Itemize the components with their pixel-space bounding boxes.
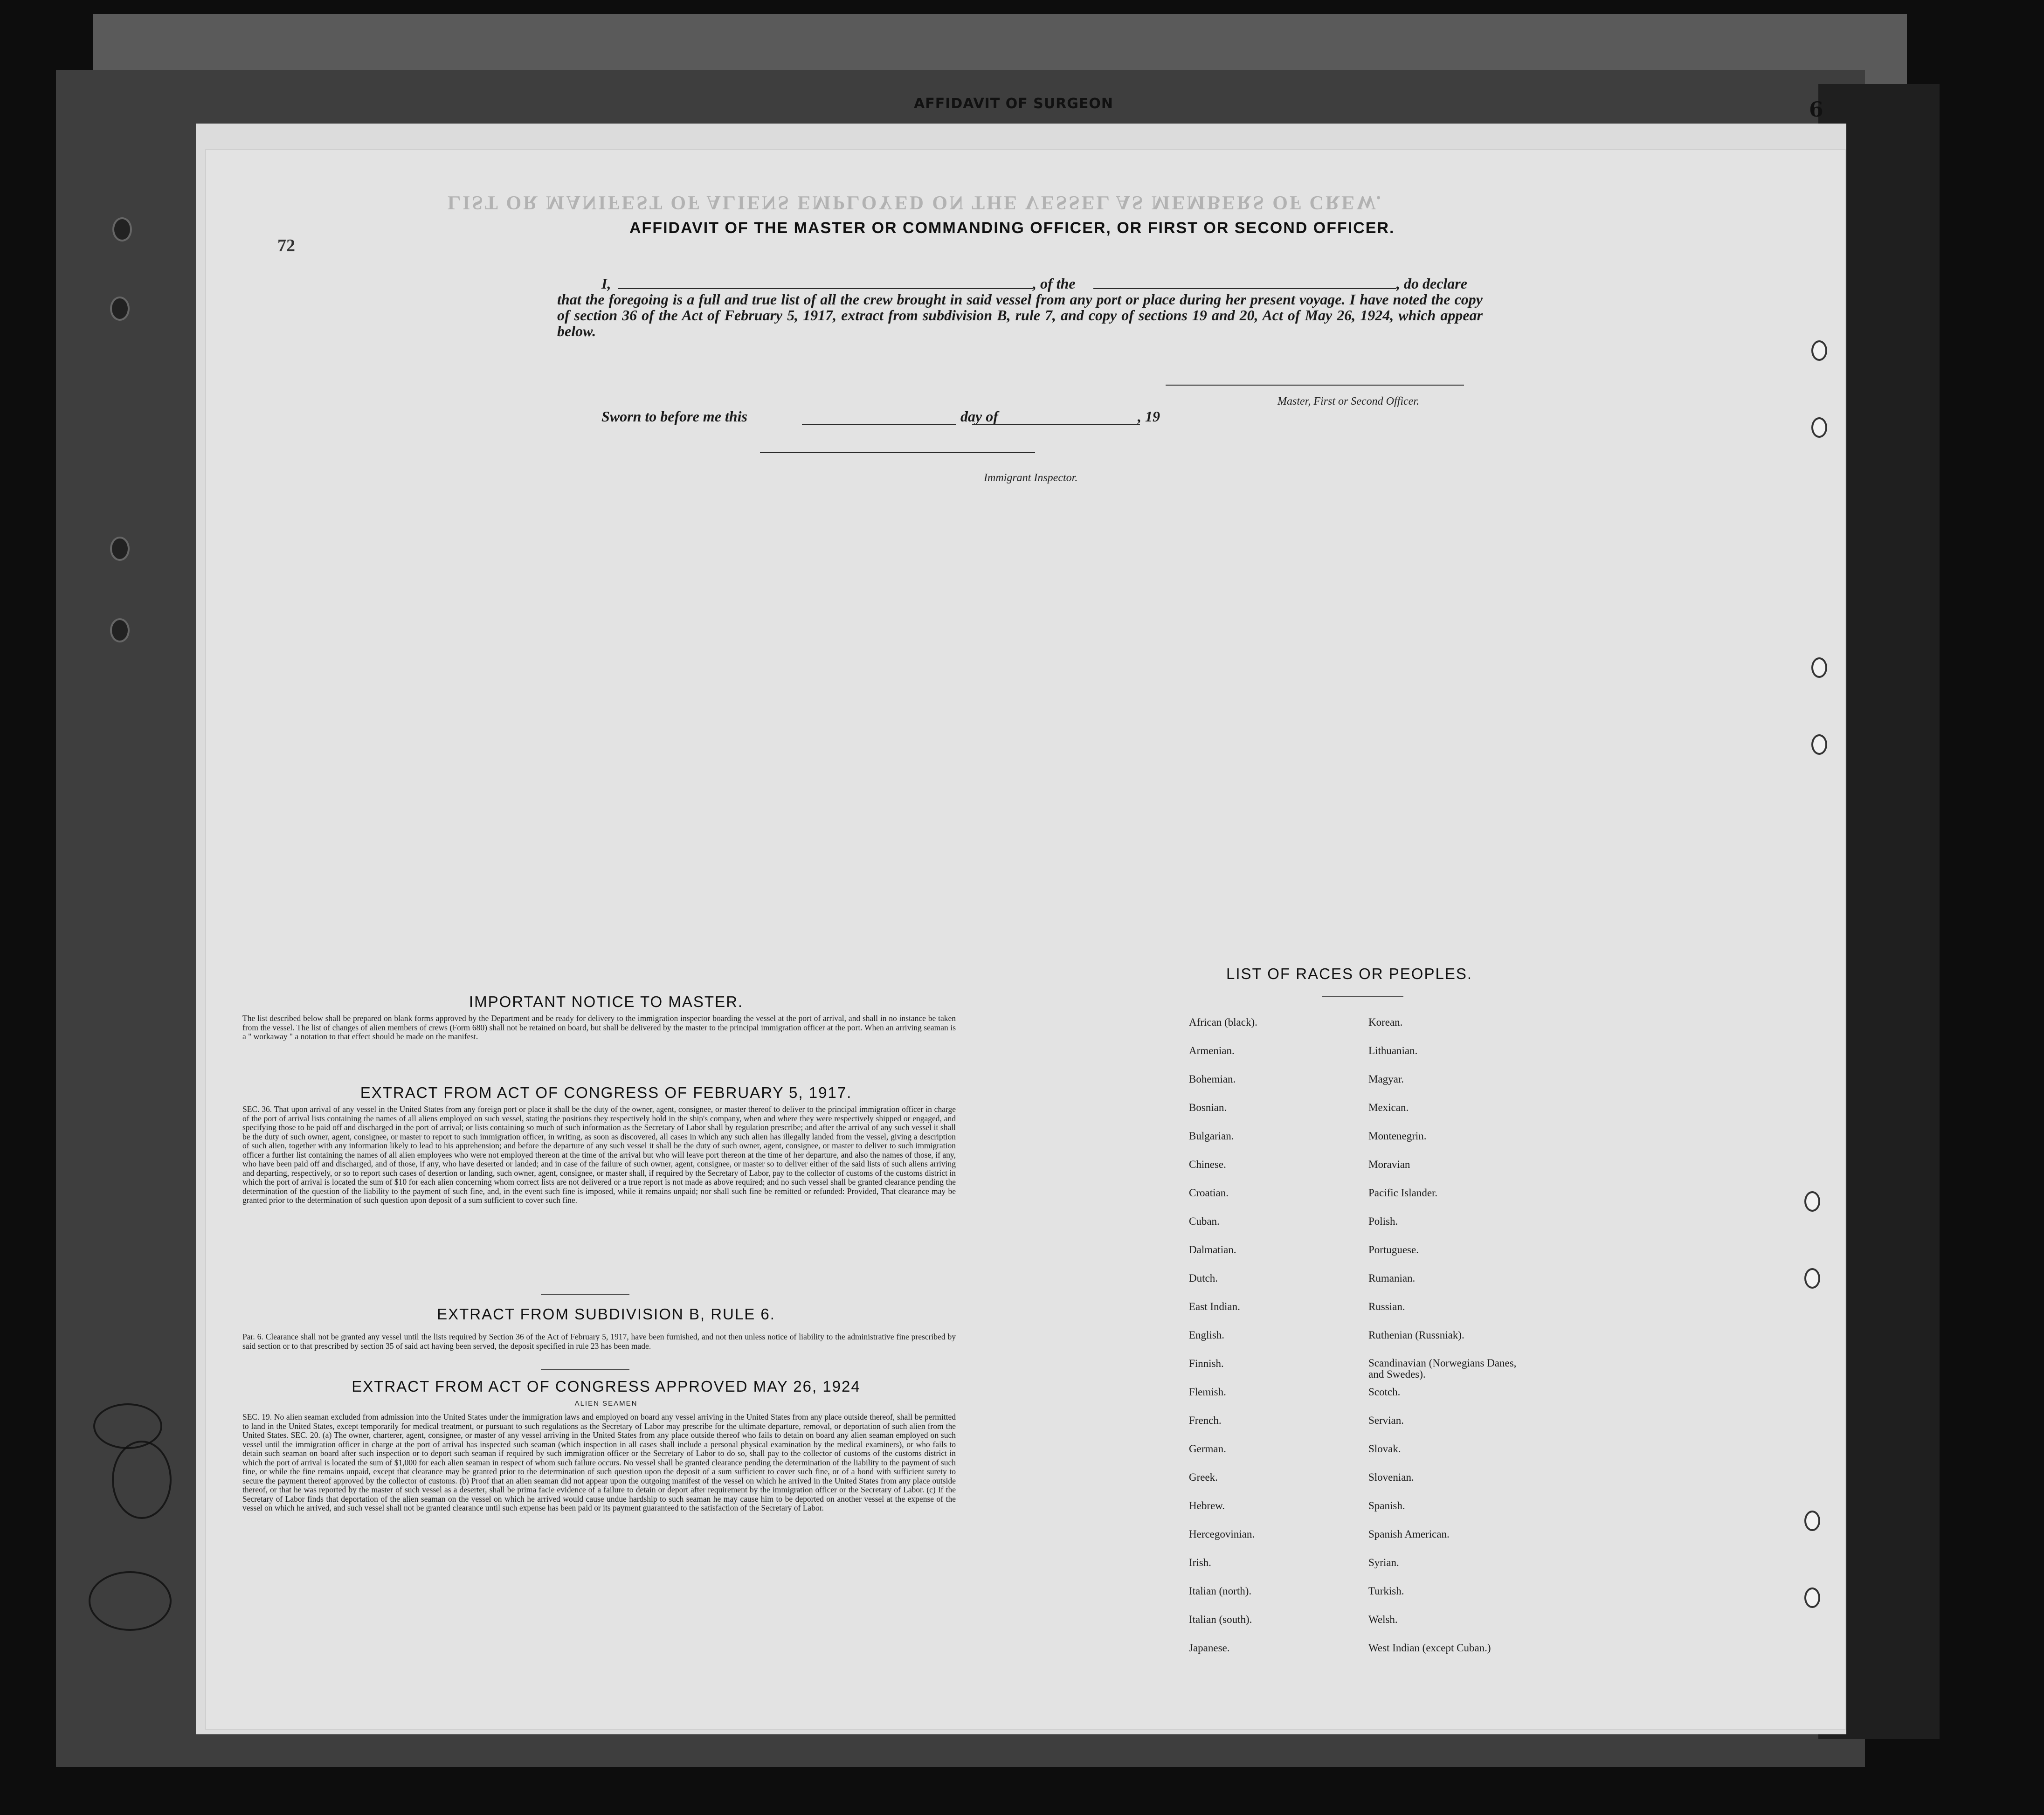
declarant-prefix: I,: [601, 275, 611, 292]
race-item: English.: [1189, 1329, 1225, 1341]
race-item: Dalmatian.: [1189, 1244, 1236, 1256]
sworn-text: Sworn to before me this: [601, 408, 747, 425]
race-item: Ruthenian (Russniak).: [1368, 1329, 1464, 1341]
race-item: Welsh.: [1368, 1614, 1398, 1625]
binder-ring: [1804, 1587, 1820, 1608]
race-item: German.: [1189, 1443, 1226, 1455]
punch-hole: [114, 219, 130, 240]
race-item: Scandinavian (Norwegians Danes, and Swedes).: [1368, 1357, 1517, 1380]
extract2-title: EXTRACT FROM SUBDIVISION B, RULE 6.: [437, 1305, 775, 1323]
race-item: Rumanian.: [1368, 1272, 1416, 1284]
race-item: Croatian.: [1189, 1187, 1229, 1199]
race-item: French.: [1189, 1415, 1222, 1426]
punch-hole: [112, 620, 128, 641]
margin-scribble: [112, 1441, 172, 1519]
race-item: Irish.: [1189, 1557, 1211, 1568]
binder-ring: [1804, 1511, 1820, 1531]
race-item: Turkish.: [1368, 1585, 1404, 1597]
binder-ring: [1811, 417, 1827, 438]
extract3-subtitle: ALIEN SEAMEN: [574, 1400, 638, 1408]
race-item: Spanish American.: [1368, 1528, 1450, 1540]
race-item: Moravian: [1368, 1159, 1410, 1170]
race-item: West Indian (except Cuban.): [1368, 1642, 1491, 1654]
sworn-month-field[interactable]: [972, 408, 1140, 425]
race-item: Flemish.: [1189, 1386, 1226, 1398]
inspector-signature-line[interactable]: [760, 448, 1035, 453]
extract3-body: SEC. 19. No alien seaman excluded from admission into the United States under the immigration laws and employed on board any vessel arriving in the United States from any place outside thereof, shall be permitted to land in the United States, except temporarily for medical treatment, or pursuant to such regulations as the Secretary of Labor may prescribe for the ultimate departure, removal, or deportation of such alien from the United States. SEC. 20. (a) The owner, charterer, agent, consignee, or master of any vessel arriving in the United States from any place outside thereof who fails to detain on board any alien seaman employed on such vessel until the immigration officer in charge at the port of arrival has inspected such seaman (which inspection in all cases shall include a personal physical examination by the medical examiners), or who fails to detain such seaman on board after such inspection or to deport such seaman if required by such immigration officer or the Secretary of Labor to do so, shall pay to the collector of customs of the customs district in which the port of arrival is located the sum of $1,000 for each alien seaman in respect of whom such failure occurs. No vessel shall be granted clearance pending the determination of the liability to the payment of such fine, or while the fine remains unpaid, except that clearance may be granted prior to the determination of such question upon the deposit of a sum sufficient to cover such fine, or of a bond with sufficient surety to secure the payment thereof approved by the collector of customs. (b) Proof that an alien seaman did not appear upon the outgoing manifest of the vessel on which he arrived in the United States from any place outside thereof, or that he was reported by the master of such vessel as a deserter, shall be prima facie evidence of a failure to detain or deport after requirement by the immigration officer or the Secretary of Labor. (c) If the Secretary of Labor finds that deportation of the alien seaman on the vessel on which he arrived would cause undue hardship to such seaman he may cause him to be deported on another vessel at the expense of the vessel on which he arrived, and such vessel shall not be granted clearance until such expense has been paid or its payment guaranteed to the satisfaction of the Secretary of Labor.: [242, 1412, 956, 1512]
bleed-through-text: LIST OR MANIFEST OF ALIENS EMPLOYED ON THE VESSEL AS MEMBERS OF CREW.: [448, 192, 1383, 213]
race-item: African (black).: [1189, 1016, 1257, 1028]
race-item: Pacific Islander.: [1368, 1187, 1438, 1199]
race-item: Hebrew.: [1189, 1500, 1225, 1511]
binder-ring: [1811, 657, 1827, 678]
extract1-body: SEC. 36. That upon arrival of any vessel in the United States from any foreign port or place it shall be the duty of the owner, agent, consignee, or master thereof to deliver to the principal immigration officer in charge of the port of arrival lists containing the names of all aliens employed on such vessel, stating the positions they respectively hold in the ship's company, when and where they were respectively shipped or engaged, and specifying those to be paid off and discharged in the port of arrival; or lists containing so much of such information as the Secretary of Labor shall by regulation prescribe; and after the arrival of any such vessel it shall be the duty of such owner, agent, consignee, or master to report to such immigration officer, in writing, as soon as discovered, all cases in which any such alien has illegally landed from the vessel, giving a description of such alien, together with any information likely to lead to his apprehension; and before the departure of any such vessel it shall be the duty of such owner, agent, consignee, or master to deliver to such immigration officer a further list containing the names of all alien employees who were not employed thereon at the time of the arrival but who will leave port thereon at the time of her departure, and also the names of those, if any, who have been paid off and discharged, and of those, if any, who have deserted or landed; and in case of the failure of such owner, agent, consignee, or master so to deliver either of the said lists of such aliens arriving and departing, respectively, or so to report such cases of desertion or landing, such owner, agent, consignee, or master shall, if required by the Secretary of Labor, pay to the collector of customs of the customs district in which the port of arrival is located the sum of $10 for each alien concerning whom correct lists are not delivered or a true report is not made as above required; and no such vessel shall be granted clearance pending the determination of the question of the liability to the payment of such fine, and, in the event such fine is imposed, while it remains unpaid; nor shall such fine be remitted or refunded: Provided, That clearance may be granted prior to the determination of such question upon deposit of a sum sufficient to cover such fine.: [242, 1104, 956, 1205]
race-item: Servian.: [1368, 1415, 1404, 1426]
race-item: Mexican.: [1368, 1102, 1409, 1113]
race-item: Bulgarian.: [1189, 1130, 1234, 1142]
corner-number: 72: [277, 236, 295, 255]
folio-mark: 6: [1809, 98, 1823, 122]
races-title: LIST OF RACES OR PEOPLES.: [1226, 965, 1473, 982]
declare-text: , do declare: [1396, 275, 1467, 292]
of-the-text: , of the: [1033, 275, 1076, 292]
race-item: Slovak.: [1368, 1443, 1401, 1455]
race-item: Dutch.: [1189, 1272, 1218, 1284]
race-item: Greek.: [1189, 1471, 1218, 1483]
race-item: Bosnian.: [1189, 1102, 1227, 1113]
extract3-title: EXTRACT FROM ACT OF CONGRESS APPROVED MAY 26, 1924: [352, 1378, 861, 1395]
extract1-title: EXTRACT FROM ACT OF CONGRESS OF FEBRUARY 5, 1917.: [360, 1084, 852, 1101]
declarant-name-field[interactable]: [618, 275, 1033, 289]
race-item: Slovenian.: [1368, 1471, 1414, 1483]
race-item: Scotch.: [1368, 1386, 1401, 1398]
race-item: Lithuanian.: [1368, 1045, 1418, 1056]
year-text: , 19: [1138, 408, 1160, 425]
race-item: Syrian.: [1368, 1557, 1399, 1568]
races-divider: [1322, 996, 1403, 997]
margin-scribble: [89, 1571, 172, 1631]
binder-ring: [1811, 340, 1827, 361]
race-item: Italian (north).: [1189, 1585, 1252, 1597]
inspector-signature-label: Immigrant Inspector.: [984, 472, 1078, 484]
race-item: Japanese.: [1189, 1642, 1230, 1654]
race-item: Russian.: [1368, 1301, 1405, 1312]
race-item: Cuban.: [1189, 1215, 1220, 1227]
race-item: Montenegrin.: [1368, 1130, 1427, 1142]
vessel-name-field[interactable]: [1093, 275, 1396, 289]
margin-scribble: [93, 1403, 162, 1449]
binder-ring: [1804, 1268, 1820, 1289]
section-divider: [541, 1294, 629, 1295]
affidavit-paragraph: that the foregoing is a full and true list of all the crew brought in said vessel from any port or place during her present voyage. I have noted the copy of section 36 of the Act of February 5, 1917, extract from subdivision B, rule 7, and copy of sections 19 and 20, Act of May 26, 1924, which appear below.: [557, 291, 1483, 339]
race-item: Armenian.: [1189, 1045, 1235, 1056]
punch-hole: [112, 298, 128, 319]
race-item: Polish.: [1368, 1215, 1398, 1227]
master-signature-label: Master, First or Second Officer.: [1278, 395, 1419, 407]
binder-ring: [1804, 1191, 1820, 1212]
race-item: Portuguese.: [1368, 1244, 1419, 1256]
race-item: Finnish.: [1189, 1358, 1224, 1369]
master-signature-line[interactable]: [1166, 380, 1464, 386]
section-divider: [541, 1369, 629, 1370]
extract2-body: Par. 6. Clearance shall not be granted any vessel until the lists required by Section 36 of the Act of February 5, 1917, have been furnished, and not then unless notice of liability to the administrative fine prescribed by said section or to that prescribed by section 35 of said act having been served, the deposit specified in rule 23 has been made.: [242, 1332, 956, 1351]
sworn-day-field[interactable]: [802, 408, 956, 425]
day-of-text: day of: [960, 408, 998, 425]
race-item: Hercegovinian.: [1189, 1528, 1255, 1540]
race-item: Korean.: [1368, 1016, 1403, 1028]
affidavit-title: AFFIDAVIT OF THE MASTER OR COMMANDING OFFICER, OR FIRST OR SECOND OFFICER.: [629, 219, 1395, 237]
notice-body: The list described below shall be prepared on blank forms approved by the Department and be ready for delivery to the immigration inspector boarding the vessel at the port of arrival, and shall in no instance be taken from the vessel. The list of changes of alien members of crews (Form 680) shall not be retained on board, but shall be delivered by the master to the principal immigration officer at the port. When an arriving seaman is a " workaway " a notation to that effect should be made on the manifest.: [242, 1014, 956, 1041]
race-item: Bohemian.: [1189, 1073, 1236, 1085]
race-item: East Indian.: [1189, 1301, 1240, 1312]
race-item: Chinese.: [1189, 1159, 1226, 1170]
punch-hole: [112, 538, 128, 559]
binder-ring: [1811, 734, 1827, 755]
race-item: Italian (south).: [1189, 1614, 1252, 1625]
race-item: Magyar.: [1368, 1073, 1404, 1085]
race-item: Spanish.: [1368, 1500, 1405, 1511]
notice-title: IMPORTANT NOTICE TO MASTER.: [469, 993, 744, 1010]
sheet-tab-label: AFFIDAVIT OF SURGEON: [914, 96, 1113, 112]
